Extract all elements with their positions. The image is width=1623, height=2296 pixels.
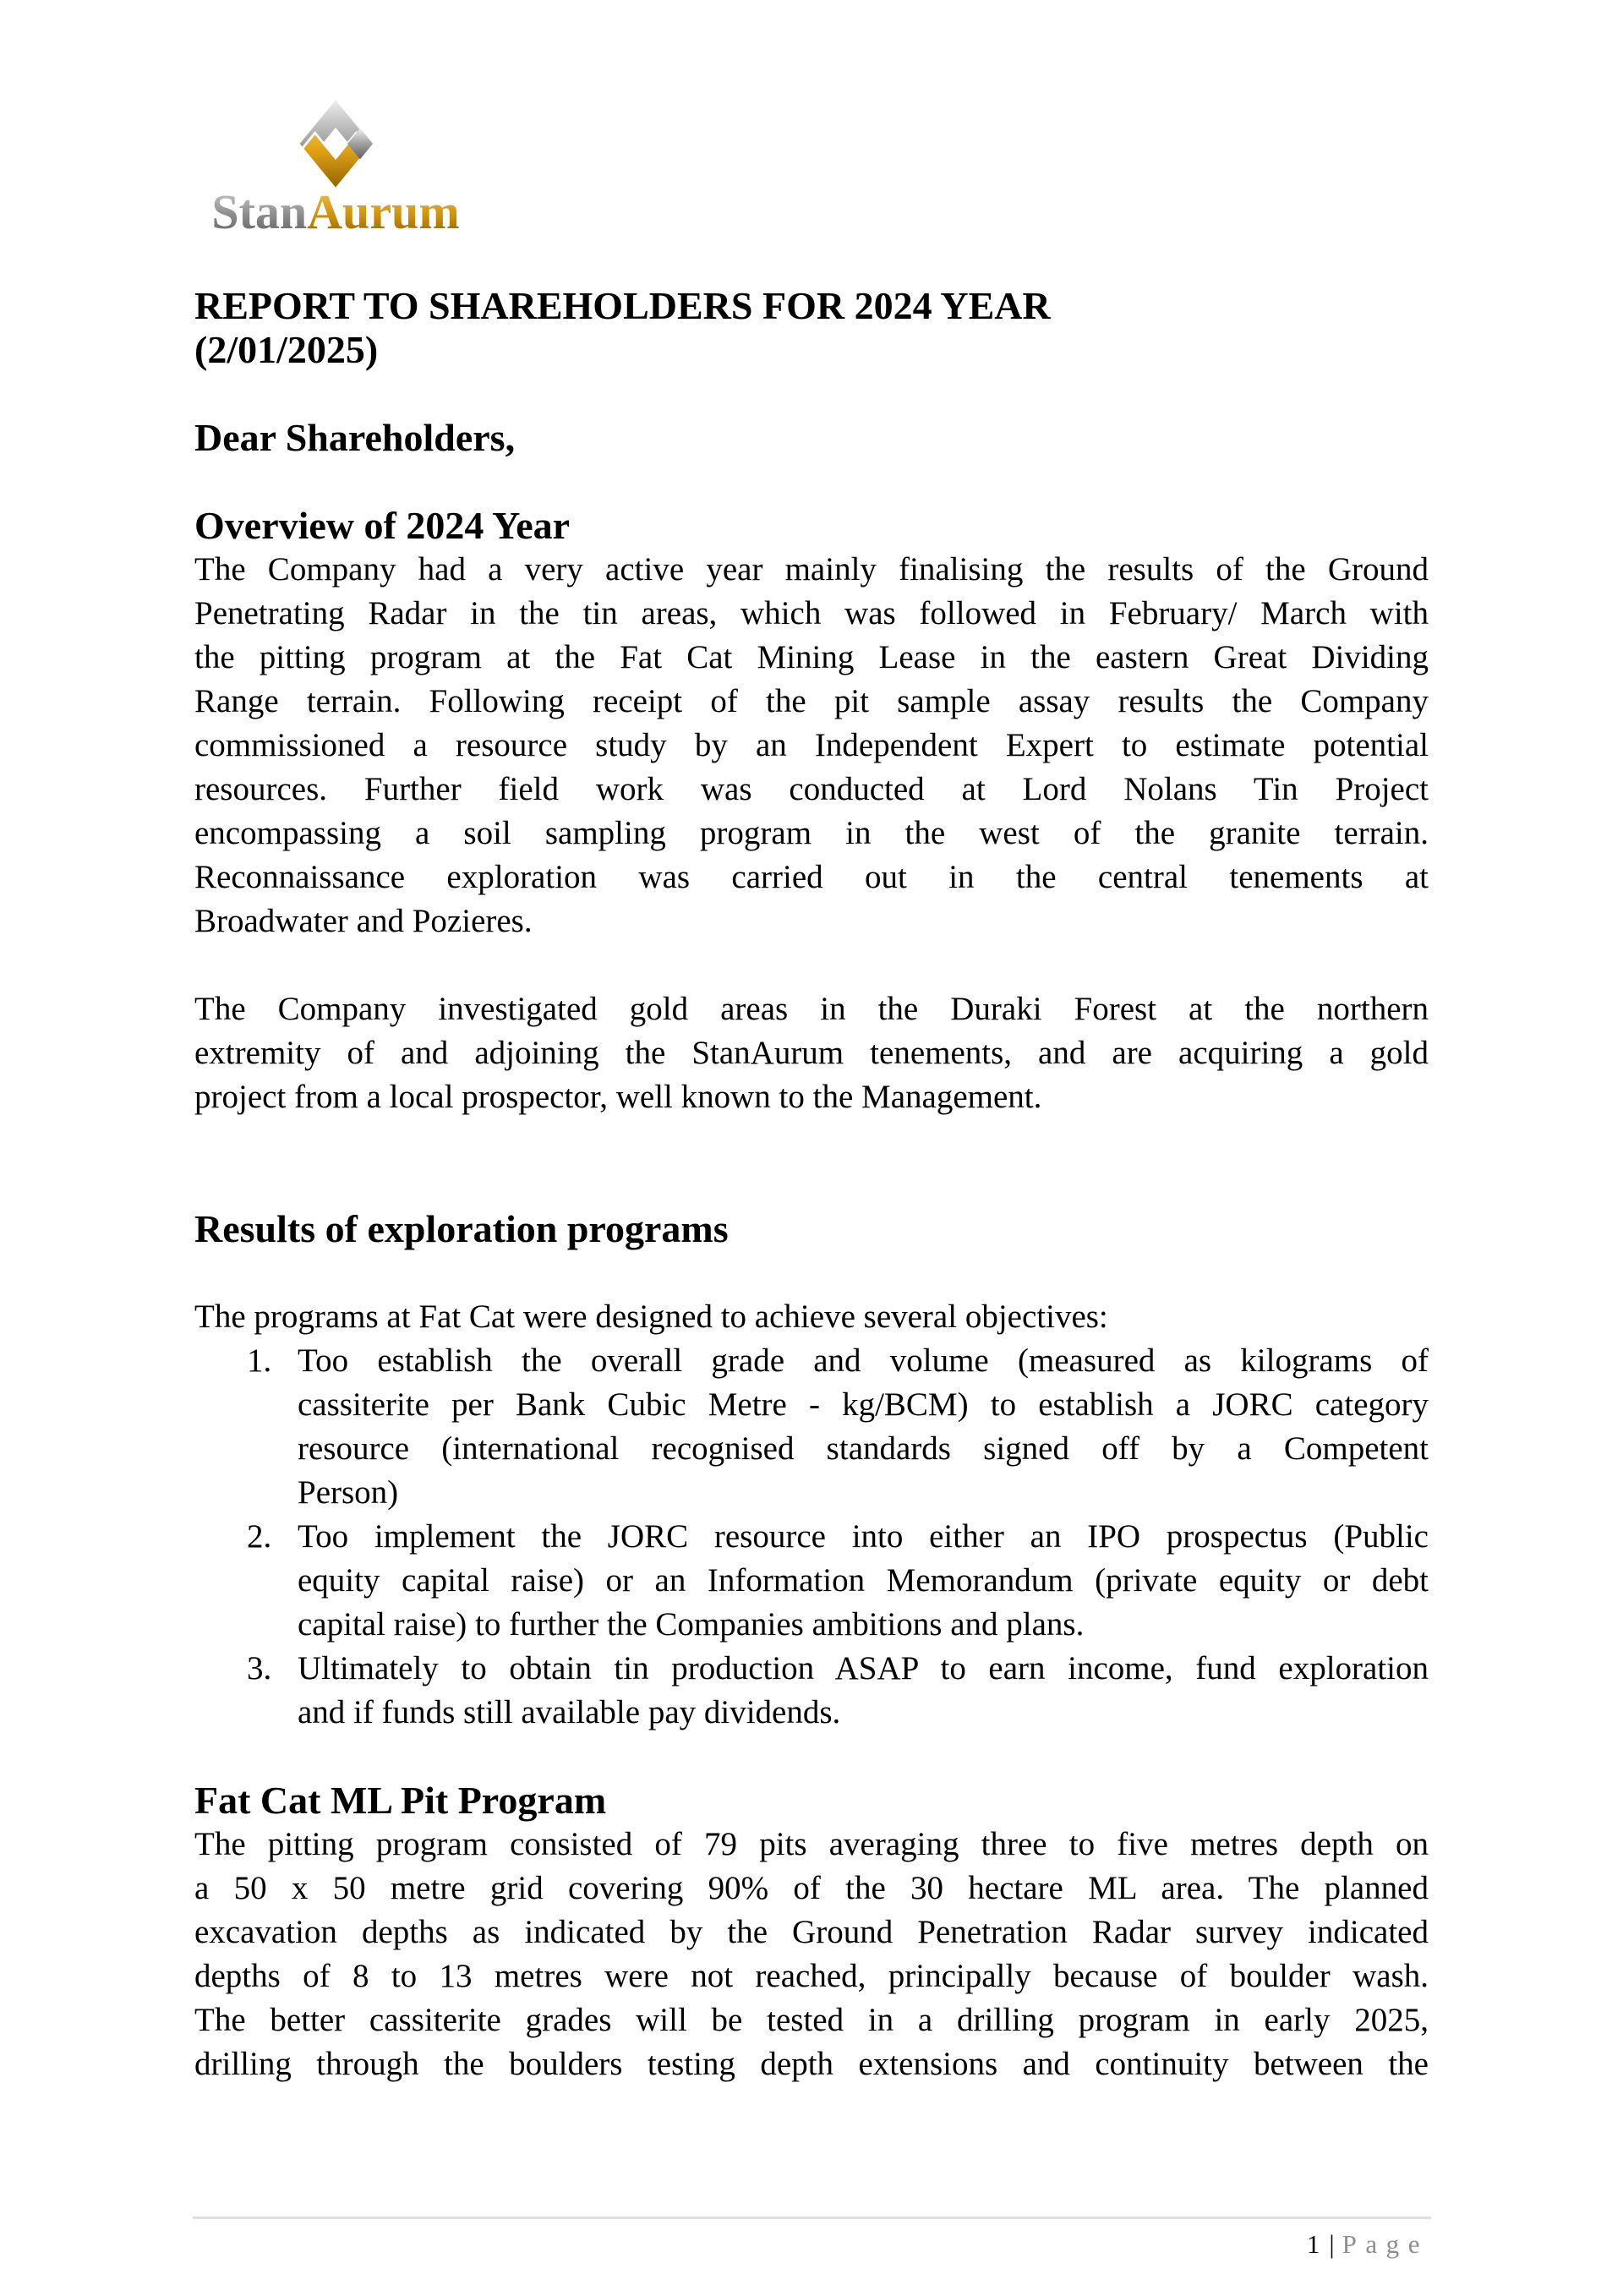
paragraph-line: The Company investigated gold areas in the Duraki Forest at the northern	[194, 991, 1429, 1027]
page-label: Page	[1342, 2229, 1429, 2259]
footer-separator: |	[1329, 2229, 1335, 2259]
overview-paragraph-2	[194, 987, 1429, 1119]
objectives-list	[194, 1339, 1429, 1735]
objective-item-3	[247, 1647, 1429, 1735]
logo-wordmark-aurum: Aurum	[307, 184, 460, 239]
paragraph-line: Reconnaissance exploration was carried out in the central tenements at	[194, 859, 1429, 895]
list-line: equity capital raise) or an Information Memorandum (private equity or debt	[298, 1562, 1429, 1599]
interlocked-diamond-icon	[298, 98, 373, 189]
paragraph-line: encompassing a soil sampling program in the west of the granite terrain.	[194, 815, 1429, 851]
list-line: Too implement the JORC resource into either an IPO prospectus (Public	[298, 1518, 1429, 1555]
company-logo	[179, 57, 494, 240]
overview-paragraph-1	[194, 548, 1429, 943]
pit-program-paragraph	[194, 1823, 1429, 2086]
logo-wordmark	[211, 184, 459, 239]
paragraph-line: The Company had a very active year mainly finalising the results of the Ground	[194, 551, 1429, 588]
report-title-line1: REPORT TO SHAREHOLDERS FOR 2024 YEAR	[194, 284, 1051, 327]
list-line: cassiterite per Bank Cubic Metre - kg/BCM) to establish a JORC category	[298, 1386, 1429, 1423]
footer-divider-line	[193, 2217, 1431, 2219]
paragraph-line: The better cassiterite grades will be tested in a drilling program in early 2025,	[194, 2002, 1429, 2038]
pit-program-heading: Fat Cat ML Pit Program	[194, 1779, 607, 1822]
paragraph-line: resources. Further field work was conducted at Lord Nolans Tin Project	[194, 771, 1429, 807]
list-line: and if funds still available pay dividends.	[298, 1694, 841, 1730]
objective-item-1	[247, 1339, 1429, 1515]
report-title	[194, 284, 1429, 372]
paragraph-line: Penetrating Radar in the tin areas, which was followed in February/ March with	[194, 595, 1429, 631]
page-footer	[194, 2227, 1429, 2262]
report-title-line2: (2/01/2025)	[194, 328, 379, 371]
paragraph-line: the pitting program at the Fat Cat Mining Lease in the eastern Great Dividing	[194, 639, 1429, 675]
paragraph-line: Range terrain. Following receipt of the pit sample assay results the Company	[194, 683, 1429, 719]
list-line: Ultimately to obtain tin production ASAP to earn income, fund exploration	[298, 1650, 1429, 1686]
logo-wordmark-stan: Stan	[211, 184, 308, 239]
paragraph-line: excavation depths as indicated by the Ground Penetration Radar survey indicated	[194, 1914, 1429, 1950]
results-intro: The programs at Fat Cat were designed to achieve several objectives:	[194, 1298, 1108, 1335]
paragraph-line: extremity of and adjoining the StanAurum tenements, and are acquiring a gold	[194, 1035, 1429, 1071]
list-line: capital raise) to further the Companies ambitions and plans.	[298, 1606, 1085, 1643]
report-letter	[194, 284, 1429, 2086]
results-heading: Results of exploration programs	[194, 1207, 729, 1250]
objective-item-2	[247, 1515, 1429, 1647]
paragraph-line: depths of 8 to 13 metres were not reached, principally because of boulder wash.	[194, 1958, 1429, 1994]
list-number: 1.	[247, 1342, 272, 1379]
paragraph-line: drilling through the boulders testing depth extensions and continuity between the	[194, 2046, 1429, 2082]
page-number: 1	[1306, 2229, 1320, 2259]
list-line: Person)	[298, 1474, 399, 1511]
list-line: resource (international recognised standards signed off by a Competent	[298, 1430, 1429, 1467]
paragraph-line: commissioned a resource study by an Independent Expert to estimate potential	[194, 727, 1429, 763]
paragraph-line: project from a local prospector, well known to the Management.	[194, 1079, 1042, 1115]
list-line: Too establish the overall grade and volume (measured as kilograms of	[298, 1342, 1429, 1379]
list-number: 3.	[247, 1650, 272, 1686]
overview-heading: Overview of 2024 Year	[194, 504, 571, 547]
salutation: Dear Shareholders,	[194, 416, 516, 459]
paragraph-line: a 50 x 50 metre grid covering 90% of the 30 hectare ML area. The planned	[194, 1870, 1429, 1906]
paragraph-line: Broadwater and Pozieres.	[194, 903, 533, 939]
paragraph-line: The pitting program consisted of 79 pits averaging three to five metres depth on	[194, 1826, 1429, 1862]
list-number: 2.	[247, 1518, 272, 1555]
